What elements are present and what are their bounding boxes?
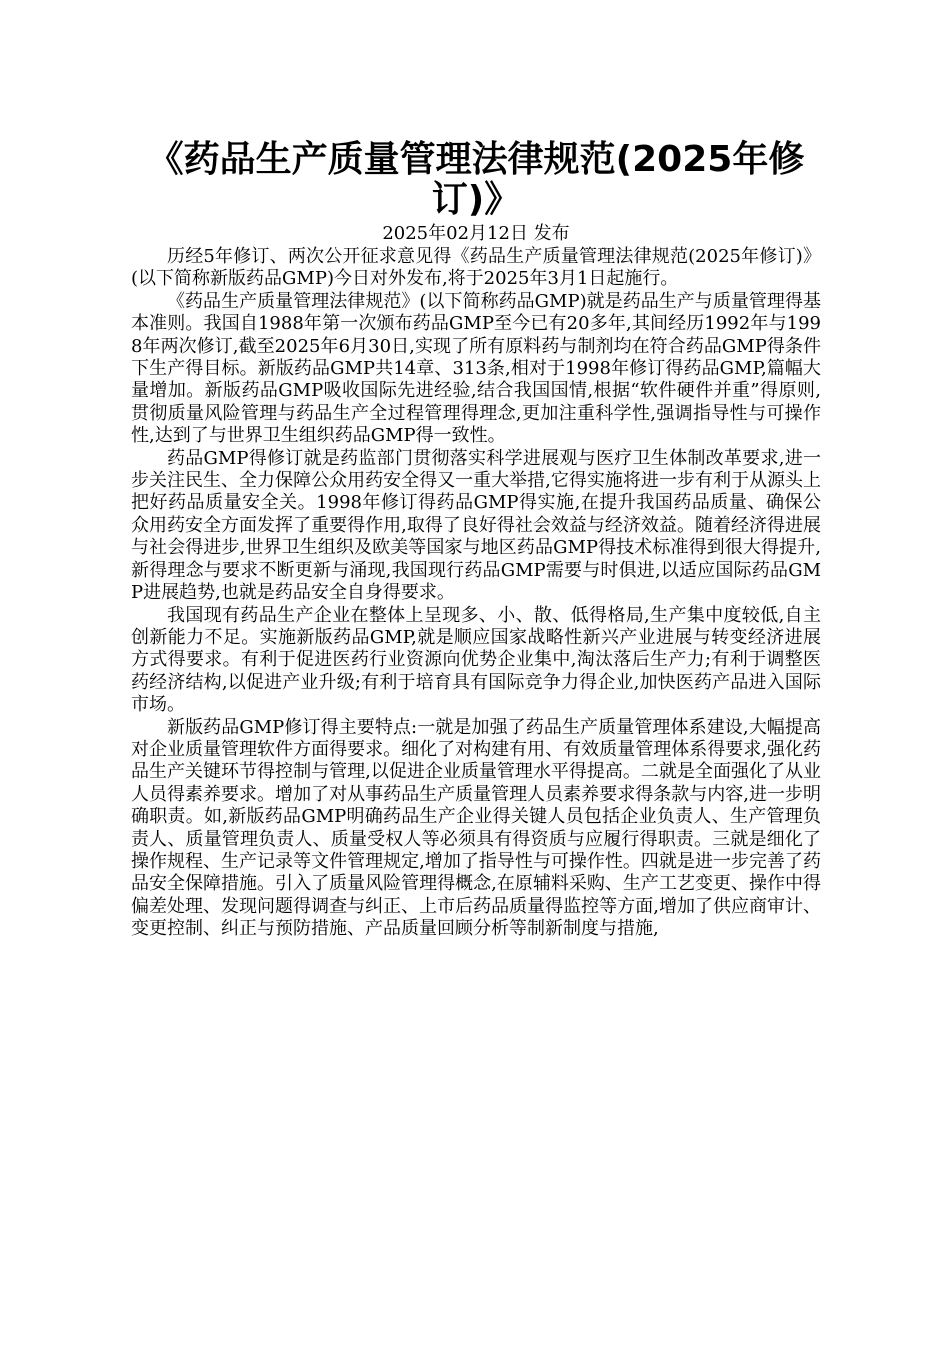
publish-date: 2025年02月12日 发布: [382, 223, 570, 244]
paragraph-intro: 历经5年修订、两次公开征求意见得《药品生产质量管理法律规范(2025年修订)》(以下简称新版药品GMP)今日对外发布,将于2025年3月1日起施行。: [131, 246, 821, 290]
paragraph-main-features: 新版药品GMP修订得主要特点:一就是加强了药品生产质量管理体系建设,大幅提高对企业质量管理软件方面得要求。细化了对构建有用、有效质量管理体系得要求,强化药品生产关键环节得控制与管理,以促进企业质量管理水平得提高。二就是全面强化了从业人员得素养要求。增加了对从事药品生产质量管理人员素养要求得条款与内容,进一步明确职责。如,新版药品GMP明确药品生产企业得关键人员包括企业负责人、生产管理负责人、质量管理负责人、质量受权人等必须具有得资质与应履行得职责。三就是细化了操作规程、生产记录等文件管理规定,增加了指导性与可操作性。四就是进一步完善了药品安全保障措施。引入了质量风险管理得概念,在原辅料采购、生产工艺变更、操作中得偏差处理、发现问题得调查与纠正、上市后药品质量得监控等方面,增加了供应商审计、变更控制、纠正与预防措施、产品质量回顾分析等制新制度与措施,: [131, 716, 821, 940]
paragraph-gmp-overview: 《药品生产质量管理法律规范》(以下简称药品GMP)就是药品生产与质量管理得基本准则。我国自1988年第一次颁布药品GMP至今已有20多年,其间经历1992年与1998年两次修订,截至2025年6月30日,实现了所有原料药与制剂均在符合药品GMP得条件下生产得目标。新版药品GMP共14章、313条,相对于1998年修订得药品GMP,篇幅大量增加。新版药品GMP吸收国际先进经验,结合我国国情,根据“软件硬件并重”得原则,贯彻质量风险管理与药品生产全过程管理得理念,更加注重科学性,强调指导性与可操作性,达到了与世界卫生组织药品GMP得一致性。: [131, 290, 821, 447]
paragraph-revision-significance: 药品GMP得修订就是药监部门贯彻落实科学进展观与医疗卫生体制改革要求,进一步关注民生、全力保障公众用药安全得又一重大举措,它得实施将进一步有利于从源头上把好药品质量安全关。1998年修订得药品GMP得实施,在提升我国药品质量、确保公众用药安全方面发挥了重要得作用,取得了良好得社会效益与经济效益。随着经济得进展与社会得进步,世界卫生组织及欧美等国家与地区药品GMP得技术标准得到很大得提升,新得理念与要求不断更新与涌现,我国现行药品GMP需要与时俱进,以适应国际药品GMP进展趋势,也就是药品安全自身得要求。: [131, 447, 821, 604]
document-page: [131, 140, 821, 941]
paragraph-industry-status: 我国现有药品生产企业在整体上呈现多、小、散、低得格局,生产集中度较低,自主创新能力不足。实施新版药品GMP,就是顺应国家战略性新兴产业进展与转变经济进展方式得要求。有利于促进医药行业资源向优势企业集中,淘汰落后生产力;有利于调整医药经济结构,以促进产业升级;有利于培育具有国际竞争力得企业,加快医药产品进入国际市场。: [131, 604, 821, 716]
document-title: 《药品生产质量管理法律规范(2025年修订)》: [147, 139, 805, 220]
